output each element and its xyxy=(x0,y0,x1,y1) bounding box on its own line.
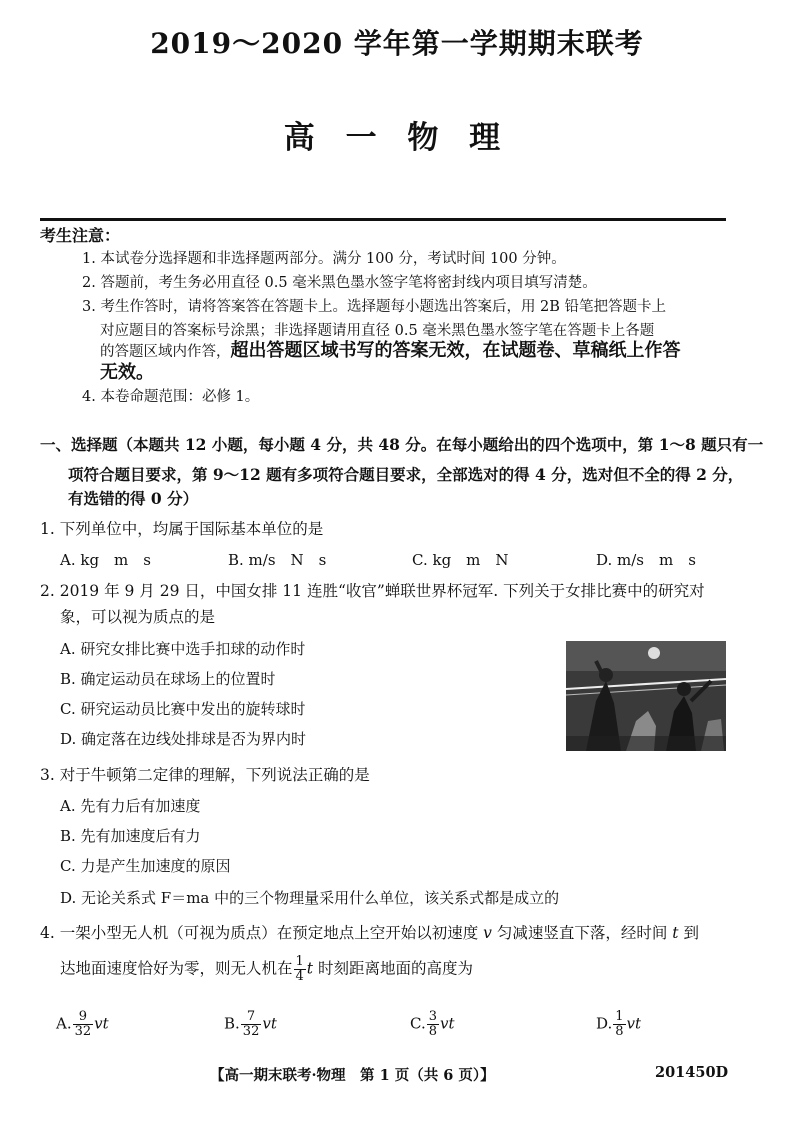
q2-stem-line-2: 象，可以视为质点的是 xyxy=(60,608,216,626)
q2-stem-line-1: 2. 2019 年 9 月 29 日，中国女排 11 连胜“收官”蝉联世界杯冠军. 下列关于女排比赛中的研究对 xyxy=(40,582,705,600)
q3-option-b: B. 先有加速度后有力 xyxy=(60,827,201,845)
q4-option-c-label: C. xyxy=(410,1014,426,1033)
q4-stem-2a: 达地面速度恰好为零，则无人机在 xyxy=(60,959,293,978)
q4-option-a-den: 32 xyxy=(74,1024,92,1039)
notice-item-3-cont: 对应题目的答案标号涂黑；非选择题请用直径 0.5 毫米黑色墨水签字笔在答题卡上各题 xyxy=(100,323,655,339)
q1-option-c: C. kg m N xyxy=(412,551,509,569)
q4-option-c xyxy=(410,1010,455,1039)
q4-option-b-fraction xyxy=(241,1010,262,1039)
q4-option-d-den: 8 xyxy=(615,1024,624,1039)
q4-option-c-fraction xyxy=(427,1010,439,1039)
q4-stem-line-2 xyxy=(60,955,473,984)
notice-item-1: 1. 本试卷分选择题和非选择题两部分。满分 100 分，考试时间 100 分钟。 xyxy=(82,251,566,267)
q4-stem-2b: t xyxy=(306,959,314,978)
notice-emphasis: 超出答题区域书写的答案无效，在试题卷、草稿纸上作答 xyxy=(230,340,681,361)
header-divider xyxy=(40,218,726,221)
q4-option-b-num: 7 xyxy=(241,1010,262,1025)
q4-option-d-num: 1 xyxy=(615,1009,624,1024)
q1-option-b: B. m/s N s xyxy=(228,551,327,569)
q2-option-d: D. 确定落在边线处排球是否为界内时 xyxy=(60,730,307,748)
q3-stem: 3. 对于牛顿第二定律的理解，下列说法正确的是 xyxy=(40,766,370,784)
notice-item-3-cont2 xyxy=(100,340,681,363)
q4-option-b xyxy=(224,1010,277,1039)
q1-option-a: A. kg m s xyxy=(60,551,151,569)
q4-option-d xyxy=(596,1010,641,1039)
notice-item-4: 4. 本卷命题范围：必修 1。 xyxy=(82,389,260,405)
q4-stem-1a: 4. 一架小型无人机（可视为质点）在预定地点上空开始以初速度 xyxy=(40,924,484,942)
q4-option-d-label: D. xyxy=(596,1014,613,1033)
q4-option-a-tail: vt xyxy=(94,1014,109,1033)
page-footer: 【高一期末联考·物理 第 1 页（共 6 页）】 xyxy=(210,1067,495,1084)
q4-stem-1c: 到 xyxy=(678,924,699,942)
q4-option-a-num: 9 xyxy=(73,1010,94,1025)
section-1-line-3: 有选错的得 0 分） xyxy=(68,489,199,508)
paper-code: 201450D xyxy=(655,1064,729,1081)
q4-option-d-fraction xyxy=(613,1010,625,1039)
q2-option-c: C. 研究运动员比赛中发出的旋转球时 xyxy=(60,700,306,718)
section-1-line-2: 项符合题目要求，第 9～12 题有多项符合题目要求，全部选对的得 4 分，选对但不全的得 2 分， xyxy=(68,465,744,484)
q4-stem-1b: 匀减速竖直下落，经时间 xyxy=(491,924,673,942)
q4-option-a-label: A. xyxy=(56,1014,72,1033)
section-1-line-1: 一、选择题（本题共 12 小题，每小题 4 分，共 48 分。在每小题给出的四个选项中，第 1～8 题只有一 xyxy=(40,435,764,454)
q3-option-d: D. 无论关系式 F＝ma 中的三个物理量采用什么单位，该关系式都是成立的 xyxy=(60,889,560,907)
volleyball-photo xyxy=(566,641,726,751)
notice-item-3: 3. 考生作答时，请将答案答在答题卡上。选择题每小题选出答案后，用 2B 铅笔把答题卡上 xyxy=(82,299,667,315)
subject-title: 高 一 物 理 xyxy=(283,120,511,156)
q3-option-c: C. 力是产生加速度的原因 xyxy=(60,857,231,875)
q4-fraction-den: 4 xyxy=(295,969,304,984)
notice-emphasis-end: 无效。 xyxy=(100,362,154,383)
notice-item-3-cont2-text: 的答题区域内作答， xyxy=(100,344,231,360)
q4-option-a-fraction xyxy=(73,1010,94,1039)
q3-option-a: A. 先有力后有加速度 xyxy=(60,797,201,815)
q4-stem-line-1 xyxy=(40,920,699,946)
q2-option-b: B. 确定运动员在球场上的位置时 xyxy=(60,670,276,688)
q4-option-d-tail: vt xyxy=(626,1014,642,1033)
q4-option-c-num: 3 xyxy=(428,1009,437,1024)
q4-var-v: v xyxy=(483,924,492,942)
q4-var-t: t xyxy=(672,924,679,942)
q4-option-c-den: 8 xyxy=(428,1024,437,1039)
q1-option-d: D. m/s m s xyxy=(596,551,696,569)
q4-option-b-tail: vt xyxy=(262,1014,277,1033)
q4-option-b-den: 32 xyxy=(242,1024,260,1039)
q4-option-a xyxy=(56,1010,109,1039)
q4-stem-2c: 时刻距离地面的高度为 xyxy=(313,959,473,978)
q4-option-b-label: B. xyxy=(224,1014,240,1033)
q4-option-c-tail: vt xyxy=(440,1014,455,1033)
q4-fraction-num: 1 xyxy=(295,954,304,969)
q1-stem: 1. 下列单位中，均属于国际基本单位的是 xyxy=(40,520,324,538)
q4-fraction xyxy=(294,955,306,984)
notice-heading: 考生注意： xyxy=(40,226,121,245)
exam-title: 2019～2020 学年第一学期期末联考 xyxy=(150,27,644,60)
q2-option-a: A. 研究女排比赛中选手扣球的动作时 xyxy=(60,640,306,658)
notice-item-2: 2. 答题前，考生务必用直径 0.5 毫米黑色墨水签字笔将密封线内项目填写清楚。 xyxy=(82,275,597,291)
